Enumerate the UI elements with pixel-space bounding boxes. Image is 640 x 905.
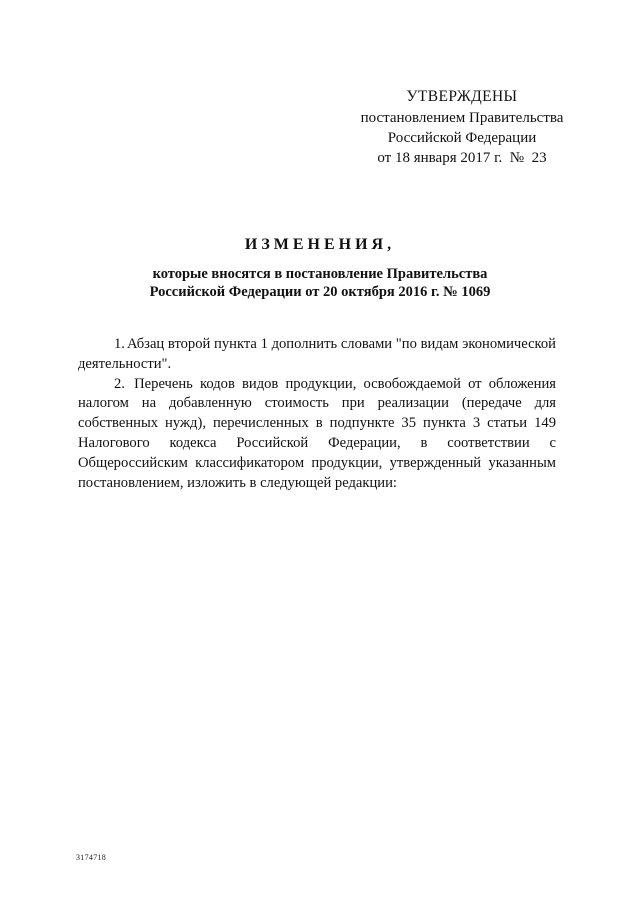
- approval-line-resolution: постановлением Правительства: [360, 110, 564, 126]
- approval-line-government: Российской Федерации: [387, 130, 537, 146]
- paragraph-1-number: 1.: [114, 336, 125, 352]
- paragraph-2-text: Перечень кодов видов продукции, освобождаемой от обложения налогом на добавленную стоимость при реализации (передаче для собственных нужд), перечисленных в подпункте 35 пункта 3 статьи 149 Налогового кодекса Российской Федерации, в соответствии с Общероссийским классификатором продукции, утвержденный указанным постановлением, изложить в следующей редакции:: [78, 375, 556, 491]
- paragraph-2-number: 2.: [114, 375, 125, 392]
- document-subtitle-line-1: которые вносятся в постановление Правительства: [152, 266, 488, 282]
- paragraph-1: [78, 335, 556, 375]
- paragraph-2: [78, 375, 556, 494]
- document-body: [78, 335, 556, 493]
- approval-block: [320, 87, 604, 168]
- approval-heading: УТВЕРЖДЕНЫ: [406, 88, 518, 105]
- document-title-block: [60, 235, 580, 301]
- paragraph-1-text: Абзац второй пункта 1 дополнить словами "по видам экономической деятельности".: [78, 336, 556, 372]
- approval-line-date-number: от 18 января 2017 г. № 23: [377, 150, 547, 166]
- document-subtitle-line-2: Российской Федерации от 20 октября 2016 г. № 1069: [149, 284, 491, 300]
- document-code: 3174718: [76, 853, 107, 862]
- document-title: ИЗМЕНЕНИЯ,: [244, 236, 396, 253]
